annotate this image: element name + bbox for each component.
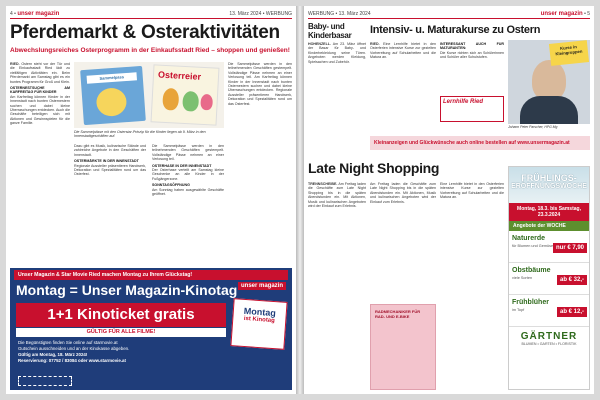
classified-online-strip[interactable] <box>370 136 590 150</box>
offer-desc: für Blumen und Gemüse <box>512 244 554 248</box>
subhead: OSTERMÄRKTE IN DER INNENSTADT <box>74 159 139 164</box>
body-text: Regionale Aussteller präsentieren Handwerk, Dekoration und Spezialitäten rund um das Osterfest. <box>228 88 292 106</box>
body-text: Am Freitag laden die Geschäfte zum Late Night Shopping bis in die späten Abendstunden ein. Mit Aktionen, Musik und kulinarischen Angeboten wird der Einkauf zum Erlebnis. <box>308 182 366 209</box>
dateline: RIED. <box>370 42 380 46</box>
page-number: 4 <box>10 10 13 17</box>
booklet-label: Sammelpass <box>87 72 137 83</box>
late-night-text-1 <box>308 182 366 302</box>
subhead: INTERESSANT AUCH FÜR MATURANTEN: <box>440 42 504 51</box>
ad-info-line: Reservierung: 07752 / 83084 oder www.starmovie.at <box>18 358 126 363</box>
kinotag-badge <box>230 298 287 350</box>
offer-name: Obstbäume <box>512 267 551 274</box>
body-text: Am Freitag laden die Geschäfte zum Late Night Shopping bis in die späten Abendstunden ein. Mit Aktionen, Musik und kulinarischen Angeboten wird der Einkauf zum Erlebnis. <box>370 182 436 204</box>
spring-opening-ad <box>508 166 590 390</box>
basar-headline: Baby- und Kinderbasar <box>308 22 352 40</box>
spring-ad-header <box>509 167 589 203</box>
ad-info-line: Gutschein ausschneiden und an der Kinokasse abgeben. <box>18 346 130 351</box>
article-column-3 <box>152 144 224 254</box>
photo-caption: Die Sammelpässe mit den Osterstar-Prinzip für die Kinder liegen ab 9. März in den Innenstadtgeschäften auf. <box>74 130 206 139</box>
page-number: 5 <box>587 10 590 17</box>
course-text-2 <box>440 42 504 102</box>
spring-subtitle: Angebote der WOCHE <box>509 221 589 231</box>
ad-brand-logo: unser magazin <box>238 282 286 290</box>
article-subheadline: Abwechslungsreiches Osterprogramm in der Einkaufsstadt Ried – shoppen und genießen! <box>10 47 290 54</box>
ad-top-strip: Unser Magazin & Star Movie Ried machen Montag zu Ihrem Glückstag! <box>14 270 288 280</box>
classified-link-text[interactable]: Kleinanzeigen und Glückwünsche auch online bestellen auf www.unsermagazin.at <box>374 140 570 146</box>
body-text: Die Sammelpässe werden in den teilnehmenden Geschäften gestempelt. Vollständige Pässe nehmen an einer Verlosung teil. <box>152 144 224 162</box>
dateline: TRENNSCHEIBE. <box>308 182 338 186</box>
magazine-spine <box>296 6 304 394</box>
late-night-text-2 <box>370 182 436 302</box>
subhead: OSTERHASE IN DER INNENSTADT <box>152 163 212 168</box>
offer-name: Naturerde <box>512 235 546 242</box>
spring-title-2: ERÖFFNUNGSWOCHE <box>511 183 587 190</box>
body-text: Am Karfreitag können Kinder in der Innenstadt nach bunten Osternestern suchen und dabei kleine Überraschungen entdecken. <box>10 94 70 113</box>
article-column-2 <box>74 144 146 254</box>
subhead: OSTERNESTSUCHE AM KARFREITAG FÜR KINDER <box>10 86 70 95</box>
offer-price: ab € 32,- <box>557 275 587 285</box>
body-text: Die Sammelpässe werden in den teilnehmenden Geschäften gestempelt. Vollständige Pässe nehmen an einer Verlosung teil. <box>228 62 292 80</box>
coupon-cut-line <box>18 376 72 386</box>
offer-row <box>509 231 589 263</box>
photo-caption: Johann Peter Parscher, HPG Mg <box>508 125 558 129</box>
subhead: SONNTAGSÖFFNUNG <box>152 183 190 188</box>
offer-desc: viele Sorten <box>512 276 533 280</box>
body-text: Am Karfreitag können Kinder in der Innenstadt nach bunten Osternestern suchen und dabei kleine Überraschungen entdecken. <box>228 75 292 93</box>
info-box <box>440 96 504 122</box>
kinotag-advertisement <box>10 268 292 390</box>
article-column-1 <box>10 62 70 242</box>
ad-info-line: Die Begünstigten finden Sie online auf starmovie.at <box>18 340 118 345</box>
egg-illustration <box>200 94 213 111</box>
offer-name: Frühblüher <box>512 299 549 306</box>
easter-booklet-photo <box>74 62 224 128</box>
body-text: Am 23. März öffnet der Basar für Baby- und Kinderbekleidung seine Türen. Angeboten werden Kleidung, Spielsachen und Zubehör. <box>308 42 366 64</box>
portrait-photo <box>508 40 590 124</box>
booklet-cover-left <box>80 66 146 125</box>
badge-main: ist Kinotag <box>243 315 275 325</box>
body-text: Ostern steht vor der Tür und die Einkaufsstadt Ried lädt zu vielfältigen Aktivitäten ein. Beim Pferdemarkt am Samstag gibt es ein buntes Programm für Groß und Klein. <box>10 62 70 84</box>
body-text: Die Kurse richten sich an Schülerinnen und Schüler aller Schulstufen. <box>440 50 504 60</box>
offer-price: nur € 7,90 <box>553 243 587 253</box>
badge-top: Montag <box>243 305 277 319</box>
article-column-4 <box>228 62 292 254</box>
late-night-headline: Late Night Shopping <box>308 160 440 176</box>
body-text: Dazu gibt es Musik, kulinarische Stände und zahlreiche Angebote in den Geschäften der Innenstadt. <box>74 144 146 157</box>
body-text: Eine Lernhilfe bietet in den Osterferien intensive Kurse zur gezielten Vorbereitung auf Schularbeiten und die Matura an. <box>370 42 436 60</box>
ad-title: Montag = Unser Magazin-Kinotag <box>16 282 238 298</box>
mechanic-job-ad <box>370 304 436 390</box>
egg-illustration <box>162 88 179 111</box>
booklet-title: Osterreier <box>157 69 202 82</box>
egg-illustration <box>96 87 128 117</box>
offer-row <box>509 263 589 295</box>
offer-desc: im Topf <box>512 308 525 312</box>
spring-title: FRÜHLINGS- <box>521 173 577 183</box>
brand-logo: unser magazin <box>540 10 583 17</box>
info-box-title: Lernhilfe Ried <box>443 99 484 105</box>
late-night-text-3 <box>440 182 504 302</box>
person-body <box>520 96 578 124</box>
body-text: Am Sonntag haben ausgewählte Geschäfte geöffnet. <box>152 187 224 197</box>
body-text: Regionale Aussteller präsentieren Handwerk, Dekoration und Spezialitäten rund um das Osterfest. <box>74 163 146 177</box>
booklet-cover-right <box>151 64 220 125</box>
company-logo <box>509 327 589 346</box>
article-headline: Pferdemarkt & Osteraktivitäten <box>10 22 280 43</box>
ad-offer: 1+1 Kinoticket gratis <box>16 303 226 327</box>
spring-dates: Montag, 18.3. bis Samstag, 23.3.2024 <box>509 203 589 221</box>
company-name: GÄRTNER <box>520 331 578 342</box>
running-header-right: WERBUNG • 13. März 2024 unser magazin • 5 <box>308 9 590 19</box>
issue-date: 13. März 2024 • WERBUNG <box>229 10 292 17</box>
job-ad-title: RADMECHANIKER FÜR RAD- UND E-BIKE <box>375 309 421 319</box>
egg-illustration <box>182 91 199 112</box>
person-head <box>532 60 566 100</box>
stamp-badge: Kurse in Kleingruppen <box>549 40 589 66</box>
body-text: Auch die Geschäfte beteiligen sich mit Aktionen und Gewinnspielen für die ganze Familie. <box>10 108 70 126</box>
issue-date: WERBUNG • 13. März 2024 <box>308 10 371 17</box>
offer-row <box>509 295 589 327</box>
body-text: Der Osterhase verteilt am Samstag kleine Geschenke an alle Kinder in der Fußgängerzone. <box>152 168 224 181</box>
brand-logo: unser magazin <box>17 10 60 17</box>
course-headline: Intensiv- u. Maturakurse zu Ostern <box>370 24 541 36</box>
company-tagline: BLUMEN • GARTEN • FLORISTIK <box>521 342 577 346</box>
dateline: RIED. <box>10 62 20 66</box>
body-text: Eine Lernhilfe bietet in den Osterferien intensive Kurse zur gezielten Vorbereitung auf Schularbeiten und die Matura an. <box>440 182 504 200</box>
right-page <box>304 6 594 394</box>
left-page <box>6 6 296 394</box>
ad-info <box>18 340 218 364</box>
running-header-left: 4 • unser magazin 13. März 2024 • WERBUNG <box>10 9 292 19</box>
ad-info-line: Gültig am Montag, 18. März 2024! <box>18 352 88 357</box>
dateline: HOHENZELL. <box>308 42 331 46</box>
ad-offer-sub: GÜLTIG FÜR ALLE FILME! <box>16 328 226 337</box>
offer-price: ab € 12,- <box>557 307 587 317</box>
